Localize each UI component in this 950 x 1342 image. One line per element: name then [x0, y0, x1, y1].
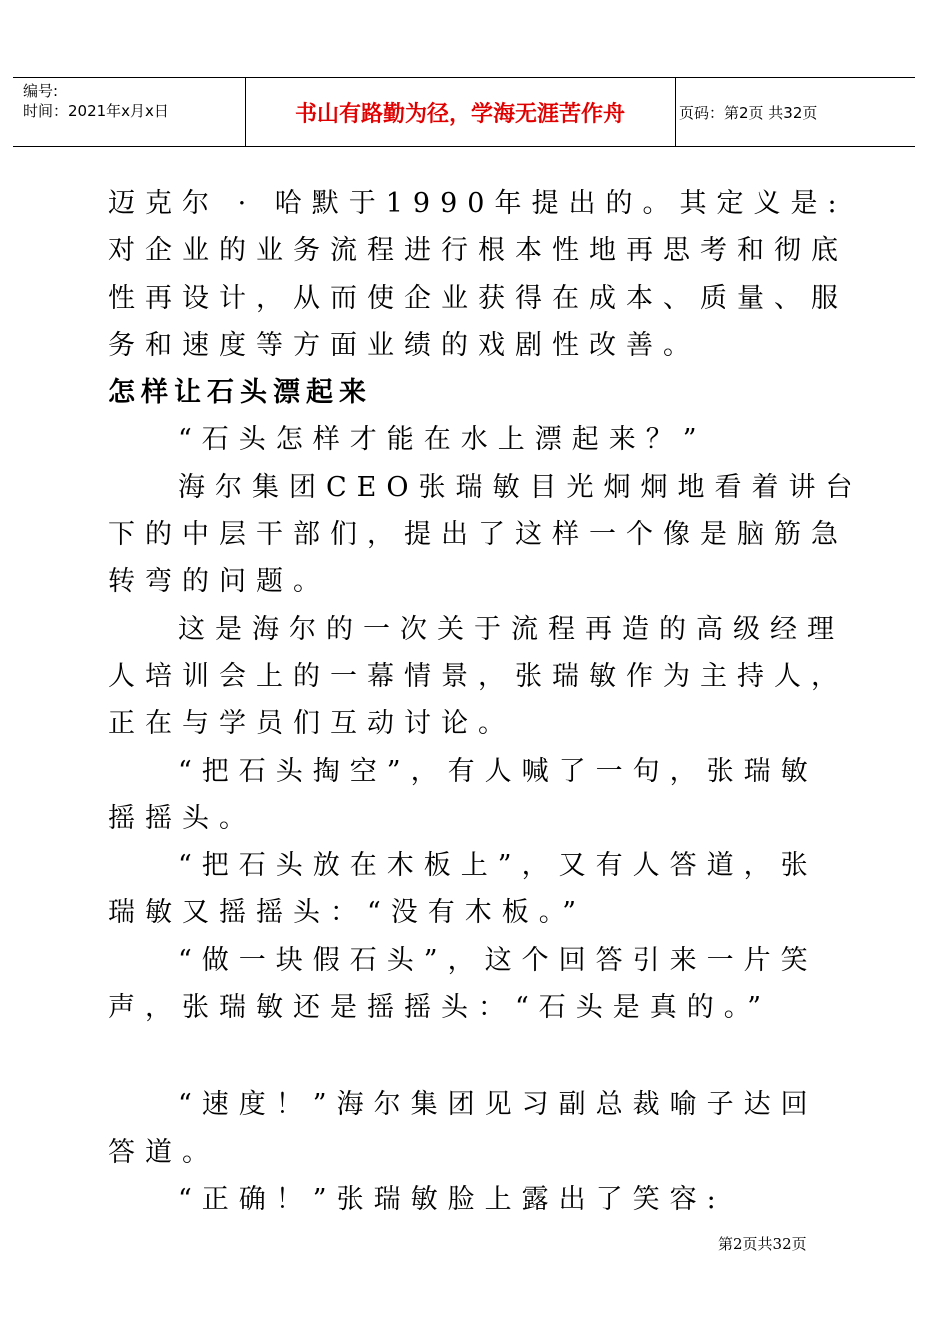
body-line: “正确！”张瑞敏脸上露出了笑容:	[178, 1183, 726, 1215]
header-motto: 书山有路勤为径，学海无涯苦作舟	[294, 101, 625, 127]
body-line: 正在与学员们互动讨论。	[108, 708, 515, 740]
body-line: 对企业的业务流程进行根本性地再思考和彻底	[108, 235, 848, 267]
header-divider	[675, 78, 676, 146]
body-line: 转弯的问题。	[108, 566, 330, 598]
body-line: 瑞敏又摇摇头：“没有木板。”	[108, 897, 587, 929]
body-line: 海尔集团CEO张瑞敏目光炯炯地看着讲台	[178, 471, 863, 503]
page-footer-number: 第2页共32页	[718, 1235, 807, 1253]
body-line: 人培训会上的一幕情景，张瑞敏作为主持人，	[108, 660, 848, 692]
body-line: “把石头放在木板上”，又有人答道，张	[178, 850, 818, 882]
document-body	[108, 180, 863, 1223]
section-heading: 怎样让石头漂起来	[108, 377, 372, 409]
body-line: “石头怎样才能在水上漂起来？”	[178, 424, 707, 456]
body-line: 务和速度等方面业绩的戏剧性改善。	[108, 329, 700, 361]
header-meta	[23, 81, 169, 121]
blank-line	[108, 1031, 828, 1081]
body-line: 摇摇头。	[108, 802, 256, 834]
page-header	[13, 77, 915, 147]
body-line: “把石头掏空”，有人喊了一句，张瑞敏	[178, 755, 818, 787]
body-line: “做一块假石头”，这个回答引来一片笑	[178, 944, 818, 976]
body-line: “速度！”海尔集团见习副总裁喻子达回	[178, 1089, 818, 1121]
body-line: 迈克尔 · 哈默于1990年提出的。其定义是:	[108, 188, 847, 219]
body-line: 下的中层干部们，提出了这样一个像是脑筋急	[108, 519, 848, 551]
document-number-label: 编号:	[23, 82, 59, 100]
body-line: 声，张瑞敏还是摇摇头：“石头是真的。”	[108, 992, 772, 1024]
body-line: 这是海尔的一次关于流程再造的高级经理	[178, 613, 844, 645]
body-line: 答道。	[108, 1136, 219, 1168]
header-page-number: 页码：第2页 共32页	[679, 103, 818, 122]
body-line: 性再设计，从而使企业获得在成本、质量、服	[108, 282, 848, 314]
document-date-label: 时间：2021年x月x日	[23, 102, 169, 120]
